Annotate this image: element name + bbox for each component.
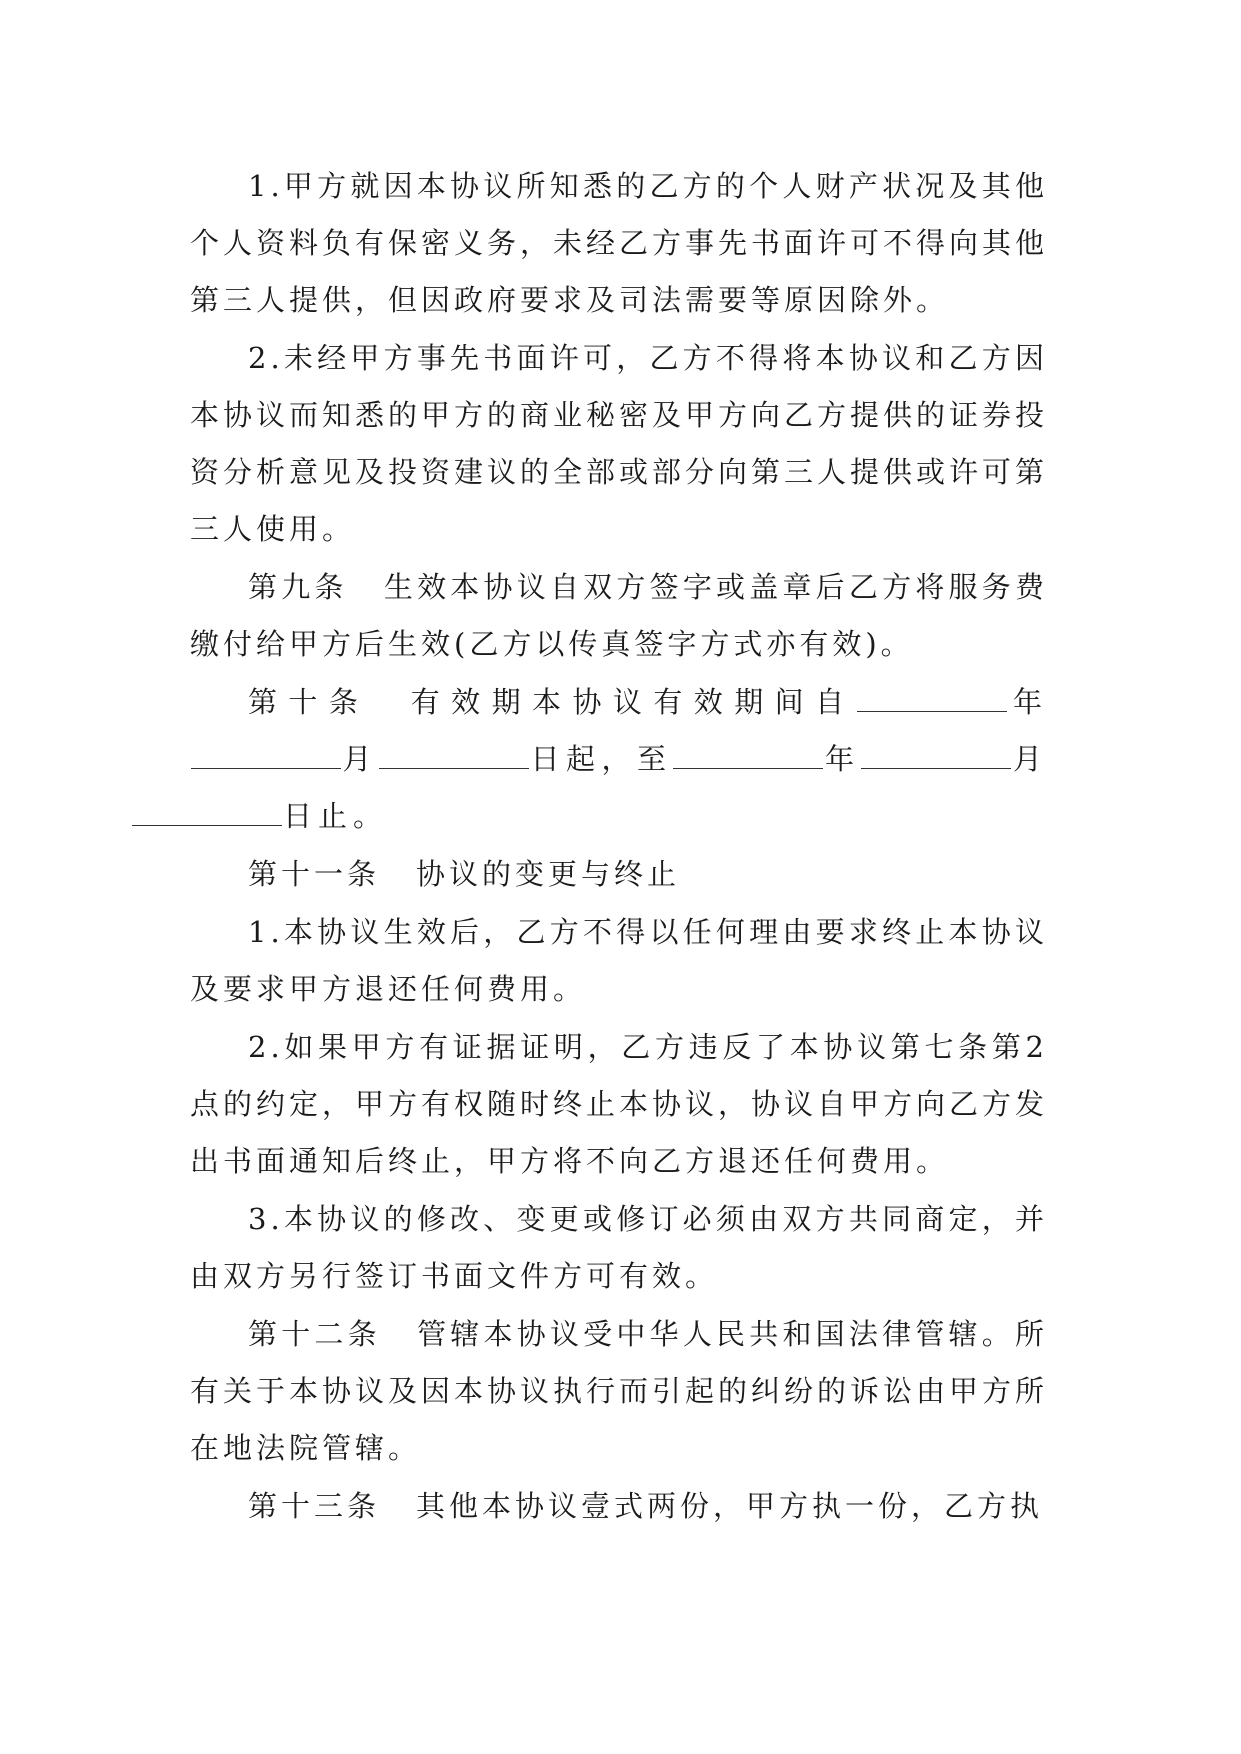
unit-day-from: 日起，至 bbox=[530, 742, 673, 776]
start-month-blank bbox=[191, 740, 341, 769]
article-12-jurisdiction bbox=[190, 1306, 1048, 1477]
unit-year: 年 bbox=[1007, 685, 1048, 719]
end-day-blank bbox=[132, 797, 282, 826]
paragraph-termination-3 bbox=[190, 1191, 1048, 1305]
article-title: 协议的变更与终止 bbox=[416, 857, 681, 891]
paragraph-text: 1.本协议生效后，乙方不得以任何理由要求终止本协议及要求甲方退还任何费用。 bbox=[190, 915, 1048, 1006]
document-page bbox=[190, 158, 1048, 1535]
article-13-other bbox=[190, 1478, 1048, 1535]
start-day-blank bbox=[379, 740, 529, 769]
article-heading: 第十二条 bbox=[248, 1317, 381, 1351]
paragraph-confidentiality-2 bbox=[190, 330, 1048, 558]
start-year-blank bbox=[857, 683, 1007, 712]
end-month-blank bbox=[861, 740, 1011, 769]
paragraph-text: 2.如果甲方有证据证明，乙方违反了本协议第七条第2点的约定，甲方有权随时终止本协议，协议自甲方向乙方发出书面通知后终止，甲方将不向乙方退还任何费用。 bbox=[190, 1030, 1049, 1178]
paragraph-text: 其他本协议壹式两份，甲方执一份，乙方执 bbox=[416, 1489, 1044, 1523]
article-heading: 第十一条 bbox=[248, 857, 381, 891]
paragraph-text: 管辖本协议受中华人民共和国法律管辖。所有关于本协议及因本协议执行而引起的纠纷的诉讼由甲方所在地法院管辖。 bbox=[190, 1317, 1049, 1465]
article-11-heading bbox=[190, 846, 1048, 903]
unit-month: 月 bbox=[1012, 742, 1048, 776]
paragraph-termination-2 bbox=[190, 1019, 1048, 1190]
paragraph-text: 1.甲方就因本协议所知悉的乙方的个人财产状况及其他个人资料负有保密义务，未经乙方事先书面许可不得向其他第三人提供，但因政府要求及司法需要等原因除外。 bbox=[190, 169, 1049, 317]
paragraph-text: 生效本协议自双方签字或盖章后乙方将服务费缴付给甲方后生效(乙方以传真签字方式亦有效)。 bbox=[190, 570, 1048, 661]
paragraph-text: 3.本协议的修改、变更或修订必须由双方共同商定，并由双方另行签订书面文件方可有效。 bbox=[190, 1202, 1048, 1293]
paragraph-confidentiality-1 bbox=[190, 158, 1048, 329]
article-heading: 第十三条 bbox=[248, 1489, 381, 1523]
article-10-validity-period bbox=[190, 674, 1048, 845]
unit-year: 年 bbox=[824, 742, 861, 776]
article-heading: 第十条 bbox=[248, 685, 370, 719]
article-9-effectiveness bbox=[190, 559, 1048, 673]
unit-month: 月 bbox=[342, 742, 378, 776]
validity-intro: 有效期本协议有效期间自 bbox=[405, 685, 856, 719]
end-year-blank bbox=[673, 740, 823, 769]
paragraph-termination-1 bbox=[190, 904, 1048, 1018]
unit-day-to: 日止。 bbox=[283, 799, 389, 833]
article-heading: 第九条 bbox=[248, 570, 348, 604]
paragraph-text: 2.未经甲方事先书面许可，乙方不得将本协议和乙方因本协议而知悉的甲方的商业秘密及甲方向乙方提供的证券投资分析意见及投资建议的全部或部分向第三人提供或许可第三人使用。 bbox=[190, 341, 1049, 546]
